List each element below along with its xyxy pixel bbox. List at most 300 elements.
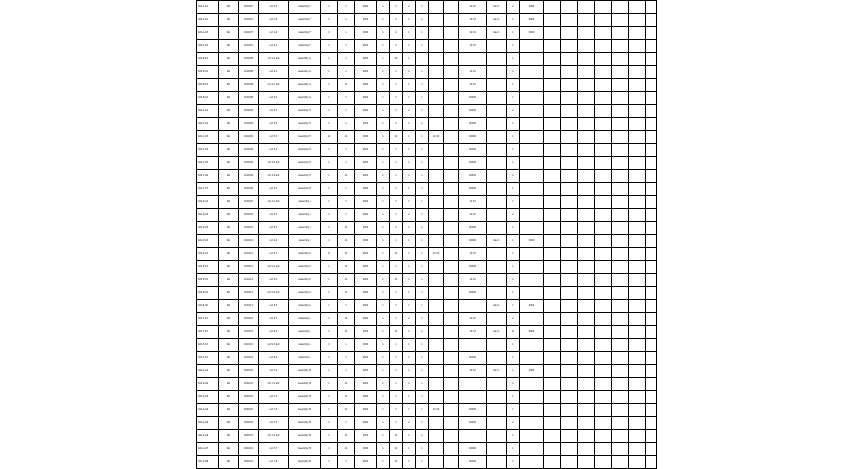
table-cell: NA [219, 443, 239, 456]
table-cell: 11 [338, 235, 355, 248]
table-cell [444, 352, 459, 365]
table-cell [429, 157, 444, 170]
table-cell [612, 326, 629, 339]
table-cell: 1 [338, 144, 355, 157]
table-cell: Lot 2-3 [259, 66, 289, 79]
table-cell [561, 430, 578, 443]
table-cell [578, 40, 595, 53]
table-cell: 2019/09 [239, 131, 259, 144]
table-cell: 1 [403, 118, 416, 131]
table-cell: 1 [507, 131, 520, 144]
table-cell: 1 [403, 339, 416, 352]
table-cell: 00000 [459, 235, 487, 248]
table-cell: 2020/01 [239, 391, 259, 404]
table-cell [429, 40, 444, 53]
table-row [197, 79, 657, 92]
table-cell: 1 [416, 430, 429, 443]
table-cell: 2019/07 [239, 40, 259, 53]
table-row [197, 456, 657, 469]
table-cell: Site F-03 [197, 339, 219, 352]
table-cell [578, 339, 595, 352]
table-cell: 11 [338, 131, 355, 144]
table-cell [429, 209, 444, 222]
table-cell: 3 [390, 105, 403, 118]
table-cell [429, 352, 444, 365]
table-cell [612, 183, 629, 196]
table-cell [444, 456, 459, 469]
table-cell: 1 [416, 105, 429, 118]
table-cell [544, 157, 561, 170]
table-cell [544, 274, 561, 287]
table-cell: 1 [338, 1, 355, 14]
table-cell [487, 417, 507, 430]
table-cell: 1 [377, 209, 390, 222]
table-cell: 1 [416, 157, 429, 170]
table-cell: 1 [403, 326, 416, 339]
table-cell [578, 378, 595, 391]
table-cell: 1 [416, 378, 429, 391]
table-cell: 1 [390, 170, 403, 183]
table-cell: 2019/12 [239, 313, 259, 326]
table-cell: 2019/10 [239, 209, 259, 222]
table-cell: 1 [507, 27, 520, 40]
table-cell: Lot 1-4 [259, 27, 289, 40]
table-cell: 2020/01 [239, 404, 259, 417]
table-cell: 0000 [355, 170, 377, 183]
table-cell [646, 27, 657, 40]
table-cell: 00000 [459, 287, 487, 300]
table-cell [595, 456, 612, 469]
table-cell [561, 456, 578, 469]
table-cell: 1 [507, 144, 520, 157]
table-cell [646, 92, 657, 105]
table-cell: 11 [390, 443, 403, 456]
table-cell [595, 365, 612, 378]
table-cell: NA [219, 378, 239, 391]
table-cell [429, 170, 444, 183]
table-cell [612, 118, 629, 131]
table-cell [544, 40, 561, 53]
table-cell [544, 196, 561, 209]
table-cell: NA [219, 300, 239, 313]
table-cell [561, 378, 578, 391]
table-row [197, 417, 657, 430]
table-cell [444, 27, 459, 40]
table-cell: Assembly F [289, 14, 321, 27]
table-cell: NA [219, 196, 239, 209]
table-cell: 1 [507, 235, 520, 248]
table-cell [544, 443, 561, 456]
table-cell: 1 [377, 144, 390, 157]
table-cell: 0000 [520, 300, 544, 313]
table-cell [444, 274, 459, 287]
table-cell [487, 196, 507, 209]
table-cell: 0000 [355, 261, 377, 274]
table-cell [646, 378, 657, 391]
table-cell [544, 378, 561, 391]
table-cell: 1 [390, 417, 403, 430]
table-cell: 00000 [459, 417, 487, 430]
table-cell: Site G-08 [197, 456, 219, 469]
table-cell: Site E-04 [197, 287, 219, 300]
table-cell [544, 313, 561, 326]
table-row [197, 131, 657, 144]
table-cell: 2019/09 [239, 183, 259, 196]
table-cell: Site C-04 [197, 144, 219, 157]
table-row [197, 300, 657, 313]
table-cell: 0000 [355, 313, 377, 326]
table-cell: NA [219, 209, 239, 222]
table-cell [646, 261, 657, 274]
table-cell: NA [219, 14, 239, 27]
table-cell: 12.34 [429, 404, 444, 417]
table-cell [629, 170, 646, 183]
table-cell [520, 248, 544, 261]
table-cell: 1 [377, 157, 390, 170]
table-cell: Site E-02 [197, 261, 219, 274]
table-cell: 1 [377, 339, 390, 352]
table-cell [595, 183, 612, 196]
table-cell: 1 [403, 79, 416, 92]
table-cell: 1 [377, 326, 390, 339]
table-cell [444, 261, 459, 274]
table-cell [629, 196, 646, 209]
table-cell [444, 287, 459, 300]
table-cell [520, 157, 544, 170]
table-cell [520, 222, 544, 235]
table-cell: 2019/07 [239, 27, 259, 40]
table-cell [629, 79, 646, 92]
table-cell: 1 [416, 131, 429, 144]
table-cell [578, 209, 595, 222]
table-cell [612, 14, 629, 27]
table-cell [629, 391, 646, 404]
table-cell: 0000 [355, 404, 377, 417]
table-cell: 12.34 [429, 131, 444, 144]
table-cell [612, 352, 629, 365]
table-cell [612, 261, 629, 274]
table-cell [595, 53, 612, 66]
table-cell [429, 53, 444, 66]
table-cell: 11 [390, 248, 403, 261]
table-cell [429, 300, 444, 313]
table-cell [646, 170, 657, 183]
table-cell: 1 [403, 92, 416, 105]
table-cell: Rev 1 [487, 27, 507, 40]
table-cell: Assembly G [289, 92, 321, 105]
table-cell [487, 105, 507, 118]
table-cell: Assembly L [289, 326, 321, 339]
table-cell: 1 [377, 300, 390, 313]
table-cell [561, 1, 578, 14]
table-cell: 11 [338, 261, 355, 274]
table-cell [444, 417, 459, 430]
table-row [197, 157, 657, 170]
table-cell: Assembly H [289, 144, 321, 157]
table-cell: Assembly K [289, 248, 321, 261]
table-cell: 12.34 [459, 1, 487, 14]
table-cell [429, 118, 444, 131]
table-cell: NA [219, 79, 239, 92]
table-cell [429, 313, 444, 326]
table-cell [578, 365, 595, 378]
table-cell: Site G-06 [197, 430, 219, 443]
table-cell [520, 404, 544, 417]
table-row [197, 222, 657, 235]
table-cell [444, 430, 459, 443]
table-row [197, 287, 657, 300]
table-cell: 11 [338, 326, 355, 339]
table-cell [520, 118, 544, 131]
table-cell: 0000 [520, 326, 544, 339]
table-cell: 1 [416, 417, 429, 430]
table-cell: Lot 7-6 ext [259, 430, 289, 443]
table-cell [646, 365, 657, 378]
table-cell: 0000 [355, 92, 377, 105]
table-cell: 1 [377, 27, 390, 40]
table-cell: 1 [416, 326, 429, 339]
table-cell: 1 [377, 235, 390, 248]
table-cell: 1 [507, 365, 520, 378]
table-cell [629, 27, 646, 40]
table-cell [612, 287, 629, 300]
table-cell: 0000 [355, 235, 377, 248]
table-cell: 1 [403, 235, 416, 248]
table-cell: Site C-02 [197, 118, 219, 131]
table-cell: 12.34 [459, 248, 487, 261]
table-cell [444, 443, 459, 456]
table-cell: 1 [321, 92, 338, 105]
table-cell [612, 92, 629, 105]
table-cell: Assembly F [289, 1, 321, 14]
table-cell [520, 274, 544, 287]
table-cell [612, 79, 629, 92]
table-cell [487, 287, 507, 300]
table-cell: 1 [403, 261, 416, 274]
table-row [197, 352, 657, 365]
table-cell: Assembly G [289, 53, 321, 66]
table-cell [646, 326, 657, 339]
table-cell: Rev 1 [487, 14, 507, 27]
table-cell [520, 209, 544, 222]
table-cell: 2020/01 [239, 365, 259, 378]
table-cell: 1 [377, 430, 390, 443]
table-cell: 1 [416, 170, 429, 183]
table-cell: 1 [507, 66, 520, 79]
table-cell: NA [219, 274, 239, 287]
table-cell [561, 300, 578, 313]
table-cell: 1 [507, 261, 520, 274]
table-cell [520, 339, 544, 352]
table-cell: 0000 [520, 235, 544, 248]
table-cell [520, 66, 544, 79]
table-cell [444, 14, 459, 27]
table-cell [487, 313, 507, 326]
table-cell [612, 66, 629, 79]
table-cell [646, 430, 657, 443]
table-cell: 0000 [355, 27, 377, 40]
table-cell [578, 300, 595, 313]
table-row [197, 53, 657, 66]
table-cell [595, 378, 612, 391]
table-cell: Site C-01 [197, 105, 219, 118]
table-cell: Assembly G [289, 66, 321, 79]
table-cell [561, 183, 578, 196]
table-cell: 1 [403, 157, 416, 170]
table-cell [561, 209, 578, 222]
table-cell: 1 [390, 391, 403, 404]
table-cell: Assembly H [289, 183, 321, 196]
table-cell: 1 [321, 40, 338, 53]
table-cell: 1 [321, 118, 338, 131]
table-cell: 00000 [459, 118, 487, 131]
table-cell [646, 235, 657, 248]
table-cell [612, 40, 629, 53]
table-cell: Assembly H [289, 118, 321, 131]
table-cell [429, 417, 444, 430]
table-cell: 1 [390, 235, 403, 248]
table-cell: 1 [377, 14, 390, 27]
table-cell [595, 404, 612, 417]
table-cell: Lot 4-4 [259, 235, 289, 248]
table-cell [595, 326, 612, 339]
table-row [197, 313, 657, 326]
table-cell [612, 430, 629, 443]
table-cell: 1 [321, 352, 338, 365]
table-cell: 2020/01 [239, 430, 259, 443]
table-cell [429, 326, 444, 339]
table-cell [544, 27, 561, 40]
table-cell: 1 [390, 378, 403, 391]
table-cell: 1 [403, 456, 416, 469]
table-cell: 11 [338, 274, 355, 287]
table-cell: 12.34 [459, 365, 487, 378]
table-cell [520, 170, 544, 183]
table-cell: 1 [338, 66, 355, 79]
table-cell: 1 [338, 157, 355, 170]
table-cell [487, 443, 507, 456]
table-cell: 1 [403, 66, 416, 79]
table-cell [444, 40, 459, 53]
table-cell: Lot 3-6 ext [259, 170, 289, 183]
table-cell [487, 274, 507, 287]
table-cell [561, 391, 578, 404]
table-cell [612, 196, 629, 209]
table-cell [487, 170, 507, 183]
table-cell: 1 [377, 79, 390, 92]
table-cell: 1 [338, 118, 355, 131]
table-cell: 8 [321, 248, 338, 261]
table-cell [429, 339, 444, 352]
table-cell: 00000 [459, 183, 487, 196]
table-cell: 2 [321, 391, 338, 404]
table-cell [429, 92, 444, 105]
table-cell: Assembly L [289, 339, 321, 352]
table-cell: 1 [507, 443, 520, 456]
table-cell [646, 339, 657, 352]
table-cell [646, 391, 657, 404]
table-cell [444, 326, 459, 339]
table-cell [612, 365, 629, 378]
table-cell: 0000 [355, 365, 377, 378]
table-cell [629, 313, 646, 326]
table-cell: 0000 [355, 40, 377, 53]
table-cell [444, 1, 459, 14]
table-cell [444, 339, 459, 352]
table-cell: 1 [403, 365, 416, 378]
table-cell: 1 [416, 300, 429, 313]
table-cell [561, 287, 578, 300]
table-cell [520, 79, 544, 92]
table-cell: NA [219, 131, 239, 144]
table-cell: 1 [416, 313, 429, 326]
table-cell [578, 14, 595, 27]
table-cell: 12.34 [459, 14, 487, 27]
table-cell: NA [219, 326, 239, 339]
table-cell [578, 183, 595, 196]
table-cell [520, 417, 544, 430]
table-cell: Site G-02 [197, 378, 219, 391]
table-cell: 1 [403, 378, 416, 391]
table-cell: 1 [416, 261, 429, 274]
table-cell: 1 [507, 430, 520, 443]
table-cell [629, 92, 646, 105]
table-cell [520, 40, 544, 53]
table-cell: 0000 [355, 287, 377, 300]
table-cell: Assembly M [289, 417, 321, 430]
table-cell: 0000 [355, 443, 377, 456]
table-cell [429, 27, 444, 40]
table-cell: 1 [416, 27, 429, 40]
table-cell: Site E-03 [197, 274, 219, 287]
table-cell [487, 248, 507, 261]
table-cell [429, 1, 444, 14]
table-cell [595, 443, 612, 456]
table-cell [561, 352, 578, 365]
table-cell: 1 [416, 391, 429, 404]
table-cell: 2019/08 [239, 53, 259, 66]
table-cell [595, 391, 612, 404]
table-cell: 2019/11 [239, 248, 259, 261]
table-cell [612, 27, 629, 40]
table-cell: Site D-01 [197, 196, 219, 209]
table-cell: 12.34 [459, 326, 487, 339]
table-cell [612, 404, 629, 417]
table-cell [444, 144, 459, 157]
table-cell [612, 1, 629, 14]
table-cell [612, 417, 629, 430]
table-cell: 4 [390, 27, 403, 40]
table-cell: 1 [507, 92, 520, 105]
table-cell: 1 [377, 92, 390, 105]
table-row [197, 196, 657, 209]
table-cell [612, 456, 629, 469]
table-cell: Lot 5-4 ext [259, 287, 289, 300]
table-cell [487, 53, 507, 66]
table-cell: 00000 [459, 157, 487, 170]
table-cell: 1 [507, 118, 520, 131]
table-cell [561, 118, 578, 131]
table-cell: 1 [377, 183, 390, 196]
table-cell: 2019/09 [239, 105, 259, 118]
table-cell: Lot 2-2 ext [259, 53, 289, 66]
table-cell: 1 [416, 40, 429, 53]
table-cell [429, 105, 444, 118]
table-cell: 2019/10 [239, 235, 259, 248]
table-cell: 00000 [459, 105, 487, 118]
table-cell [595, 27, 612, 40]
table-cell [544, 417, 561, 430]
